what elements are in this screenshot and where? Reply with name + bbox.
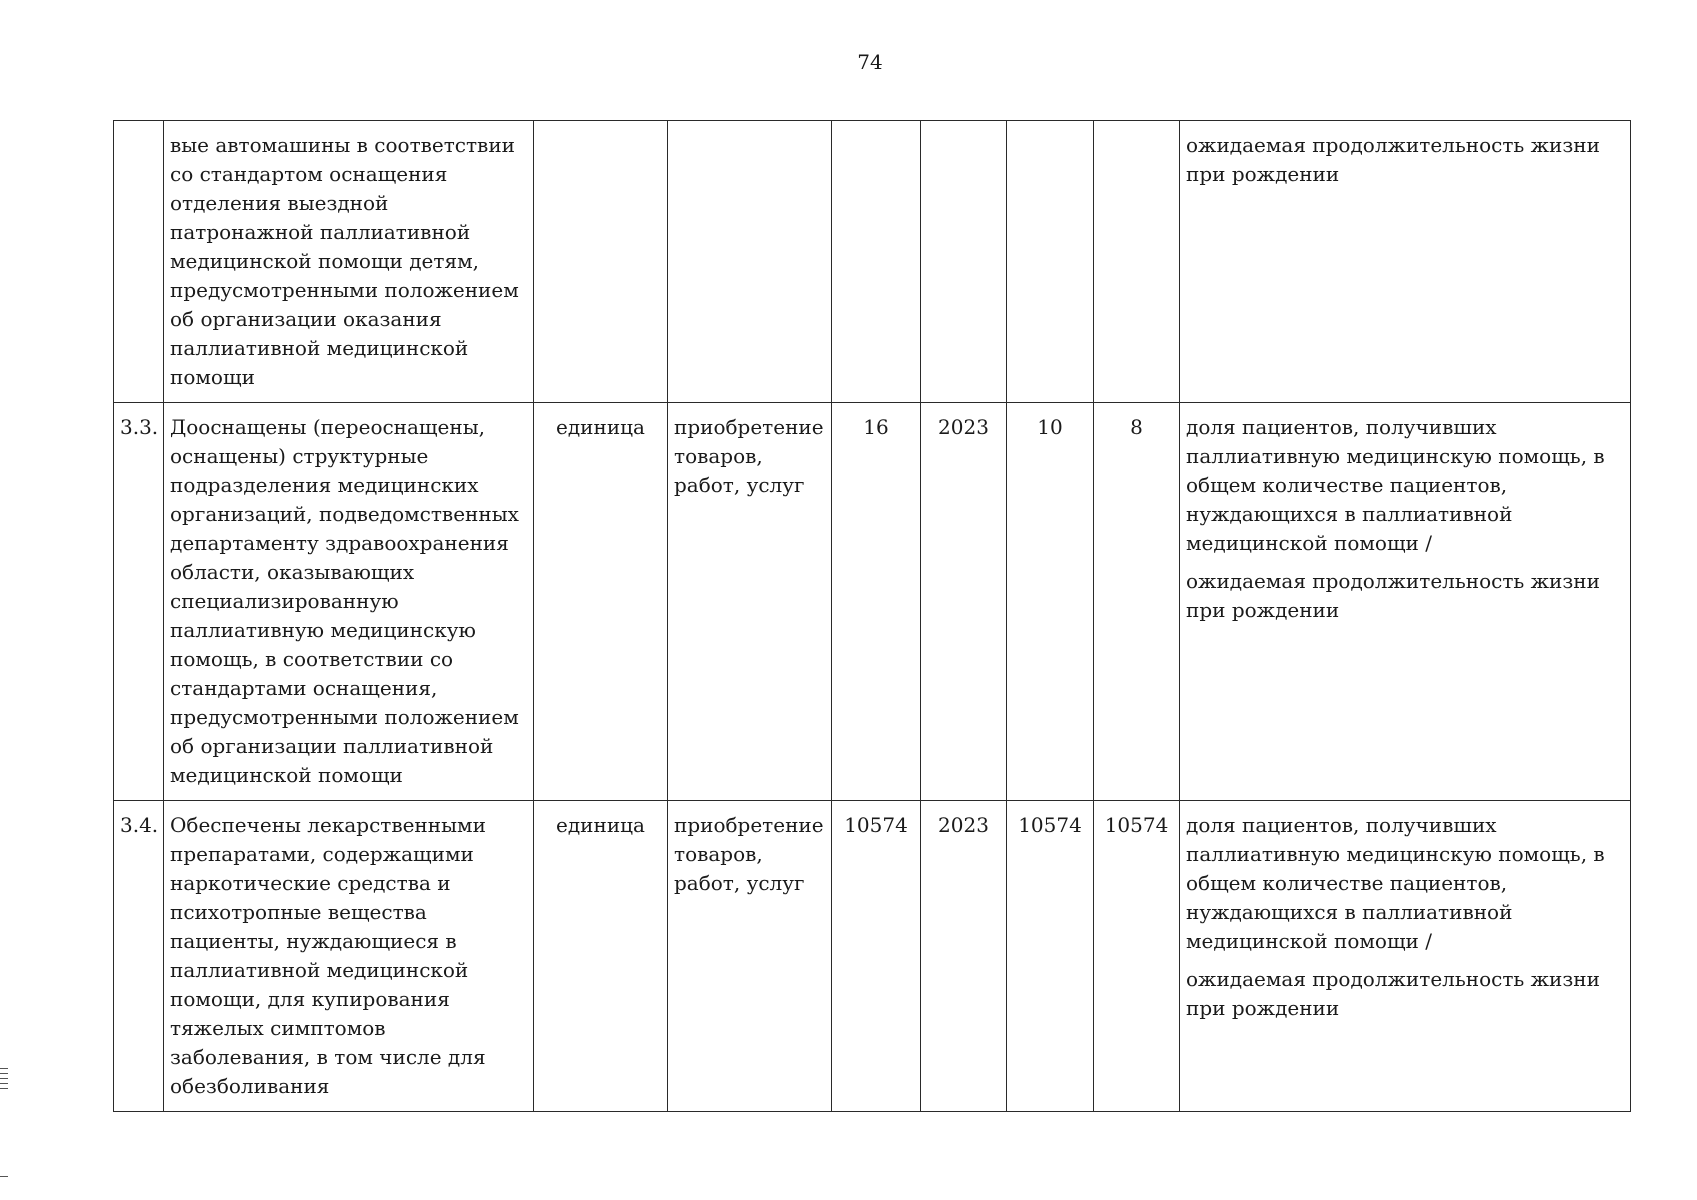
value-cell (1094, 121, 1180, 403)
base-year-cell: 2023 (921, 403, 1007, 801)
base-year-cell (921, 121, 1007, 403)
indicator-text: ожидаемая продолжительность жизни при рождении (1186, 569, 1600, 622)
result-text: Обеспечены лекарственными препаратами, содержащими наркотические средства и психотропные вещества пациенты, нуждающиеся в паллиативной медицинской помощи, для купирования тяжелых симптомов заболевания, в том числе для обезболивания (164, 801, 534, 1112)
indicators-cell (1180, 121, 1631, 403)
unit-cell: единица (534, 403, 668, 801)
row-number: 3.3. (114, 403, 164, 801)
value-cell: 10574 (1094, 801, 1180, 1112)
value-cell: 8 (1094, 403, 1180, 801)
unit-cell: единица (534, 801, 668, 1112)
value-cell: 10 (1007, 403, 1094, 801)
indicator-text: доля пациентов, получивших паллиативную медицинскую помощь, в общем количестве пациентов, нуждающихся в паллиативной медицинской помощи / (1186, 813, 1605, 953)
result-text: вые автомашины в соответствии со стандартом оснащения отделения выездной патронажной паллиативной медицинской помощи детям, предусмотренными положением об организации оказания паллиативной медицинской помощи (164, 121, 534, 403)
indicator-text: доля пациентов, получивших паллиативную медицинскую помощь, в общем количестве пациентов, нуждающихся в паллиативной медицинской помощи / (1186, 415, 1605, 555)
type-cell: приобретение товаров, работ, услуг (668, 801, 832, 1112)
value-cell (1007, 121, 1094, 403)
indicator-text: ожидаемая продолжительность жизни при рождении (1186, 967, 1600, 1020)
base-value-cell (832, 121, 921, 403)
row-number: 3.4. (114, 801, 164, 1112)
result-text: Дооснащены (переоснащены, оснащены) структурные подразделения медицинских организаций, подведомственных департаменту здравоохранения области, оказывающих специализированную паллиативную медицинскую помощь, в соответствии со стандартами оснащения, предусмотренными положением об организации паллиативной медицинской помощи (164, 403, 534, 801)
page-number: 74 (857, 50, 883, 74)
table-row (114, 121, 1631, 403)
unit-cell (534, 121, 668, 403)
type-cell: приобретение товаров, работ, услуг (668, 403, 832, 801)
indicators-cell (1180, 801, 1631, 1112)
row-number (114, 121, 164, 403)
margin-tick-mark (0, 1176, 8, 1177)
indicators-cell (1180, 403, 1631, 801)
results-table (113, 120, 1631, 1112)
type-cell (668, 121, 832, 403)
indicator-text: ожидаемая продолжительность жизни при рождении (1186, 133, 1600, 186)
base-value-cell: 16 (832, 403, 921, 801)
margin-tick-marks (0, 1068, 8, 1093)
base-year-cell: 2023 (921, 801, 1007, 1112)
base-value-cell: 10574 (832, 801, 921, 1112)
value-cell: 10574 (1007, 801, 1094, 1112)
table-row (114, 403, 1631, 801)
table-row (114, 801, 1631, 1112)
